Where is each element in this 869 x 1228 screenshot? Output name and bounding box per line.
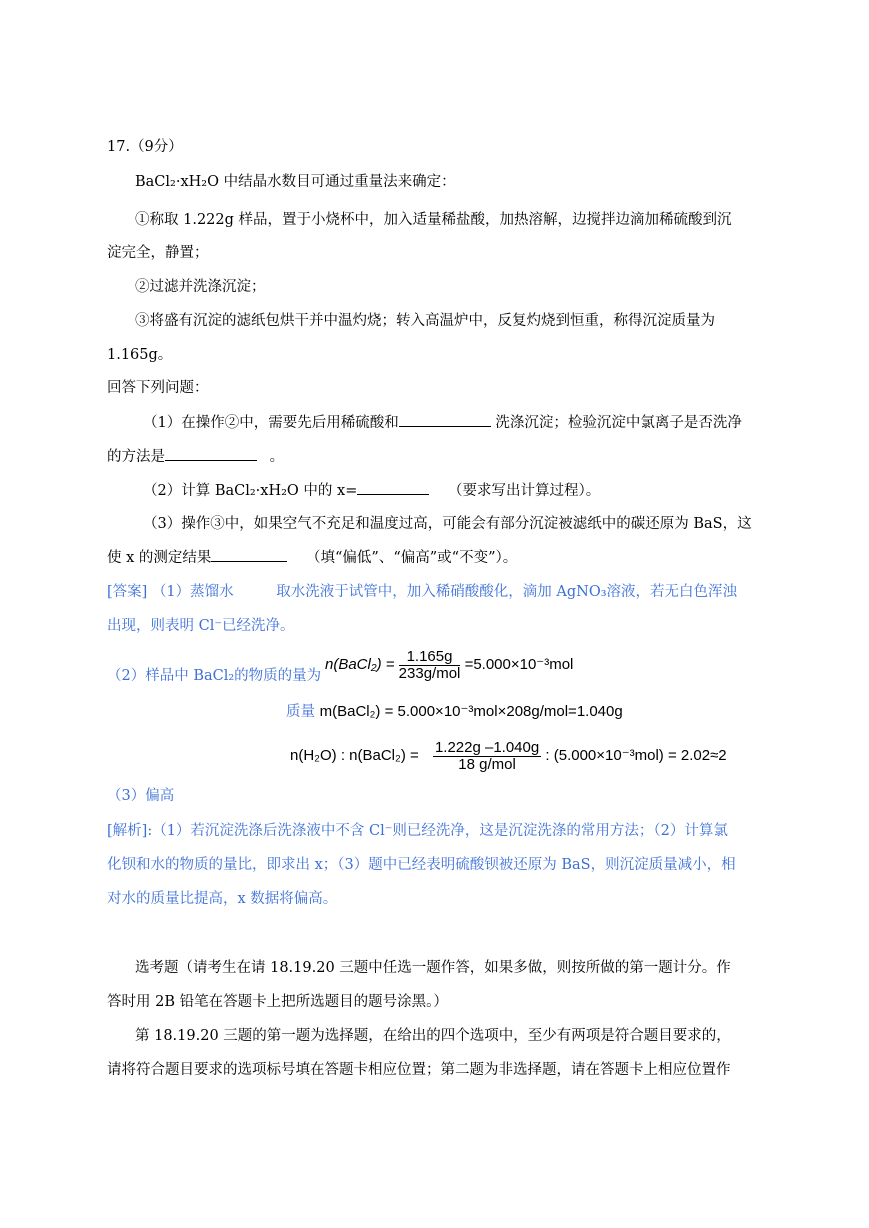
q1-text-b: 洗涤沉淀；检验沉淀中氯离子是否洗净 [495, 415, 742, 431]
q3-blank[interactable] [211, 547, 287, 562]
q1-blank-2[interactable] [165, 446, 257, 461]
answer-1-method: 取水洗液于试管中，加入稀硝酸酸化，滴加 AgNO₃溶液，若无白色浑浊 [276, 584, 738, 600]
eq3-rhs: : (5.000×10⁻³mol) = 2.02≈2 [545, 747, 727, 764]
step3-line1: ③将盛有沉淀的滤纸包烘干并中温灼烧；转入高温炉中，反复灼烧到恒重，称得沉淀质量为 [135, 313, 715, 329]
eq1-lhs: n(BaCl₂) = [325, 656, 395, 673]
analysis-line2: 化钡和水的物质的量比，即求出 x；（3）题中已经表明硫酸钡被还原为 BaS，则沉淀质量减小，相 [107, 857, 736, 873]
q2-line [143, 480, 600, 501]
q2-text-b: （要求写出计算过程）。 [447, 483, 601, 499]
q3-text-b: 使 x 的测定结果 [107, 550, 212, 566]
eq1-rhs: =5.000×10⁻³mol [464, 656, 574, 673]
step1-line1: ①称取 1.222g 样品，置于小烧杯中，加入适量稀盐酸，加热溶解，边搅拌边滴加稀硫酸到沉 [135, 212, 732, 228]
analysis-line3: 对水的质量比提高，x 数据将偏高。 [107, 891, 338, 907]
eq3-numerator: 1.222g –1.040g [434, 738, 540, 756]
eq3-denominator: 18 g/mol [458, 755, 516, 773]
answer-line1 [107, 582, 737, 602]
q1-text-d: 。 [269, 449, 285, 465]
question-intro [135, 172, 456, 192]
answer-label: [答案] [107, 584, 148, 600]
q3-line2 [107, 547, 517, 568]
elective-line4: 请将符合题目要求的选项标号填在答题卡相应位置；第二题为非选择题，请在答题卡上相应位置作 [107, 1062, 731, 1078]
q1-line2 [107, 446, 284, 467]
eq1-denominator: 233g/mol [398, 664, 461, 682]
prompt: 回答下列问题： [107, 380, 209, 396]
q2-text-a: （2）计算 BaCl₂·xH₂O 中的 x= [143, 483, 358, 499]
q1-blank-1[interactable] [399, 412, 491, 427]
q1-text-c: 的方法是 [107, 449, 165, 465]
mass-prefix: 质量 [286, 704, 315, 720]
equation-2-line [286, 702, 623, 722]
eq3-lhs: n(H₂O) : n(BaCl₂) = [290, 747, 419, 764]
q2-blank[interactable] [357, 480, 429, 495]
q3-line1: （3）操作③中，如果空气不充足和温度过高，可能会有部分沉淀被滤纸中的碳还原为 BaS，这 [143, 516, 752, 532]
question-number: 17.（9分） [107, 139, 183, 155]
eq1-numerator: 1.165g [399, 649, 461, 666]
intro-text: 中结晶水数目可通过重量法来确定： [223, 174, 456, 190]
q3-text-c: （填“偏低”、“偏高”或“不变”）。 [306, 550, 518, 566]
eq3-fraction [433, 740, 541, 773]
intro-formula: BaCl₂·xH₂O [135, 174, 219, 190]
equation-1 [325, 648, 573, 682]
equation-3 [290, 738, 727, 774]
answer-1: （1）蒸馏水 [151, 584, 234, 600]
equation-2: m(BaCl₂) = 5.000×10⁻³mol×208g/mol=1.040g [319, 703, 623, 720]
step1-line2: 淀完全，静置； [107, 245, 209, 261]
step2: ②过滤并洗涤沉淀； [135, 279, 266, 295]
answer-3: （3）偏高 [107, 788, 175, 804]
eq1-fraction [399, 649, 461, 682]
answer-2-prefix: （2）样品中 BaCl₂的物质的量为 [107, 668, 322, 684]
elective-line1: 选考题（请考生在请 18.19.20 三题中任选一题作答，如果多做，则按所做的第一题计分。作 [135, 960, 731, 976]
q1-line1 [143, 412, 742, 433]
q1-text-a: （1）在操作②中，需要先后用稀硫酸和 [143, 415, 399, 431]
answer-line2: 出现，则表明 Cl⁻已经洗净。 [107, 618, 295, 634]
analysis-line1: [解析]:（1）若沉淀洗涤后洗涤液中不含 Cl⁻则已经洗净，这是沉淀洗涤的常用方法；（2）计算氯 [107, 823, 728, 839]
elective-line2: 答时用 2B 铅笔在答题卡上把所选题目的题号涂黑。） [107, 994, 448, 1010]
step3-line2: 1.165g。 [107, 347, 173, 363]
elective-line3: 第 18.19.20 三题的第一题为选择题，在给出的四个选项中，至少有两项是符合题目要求的， [135, 1028, 731, 1044]
